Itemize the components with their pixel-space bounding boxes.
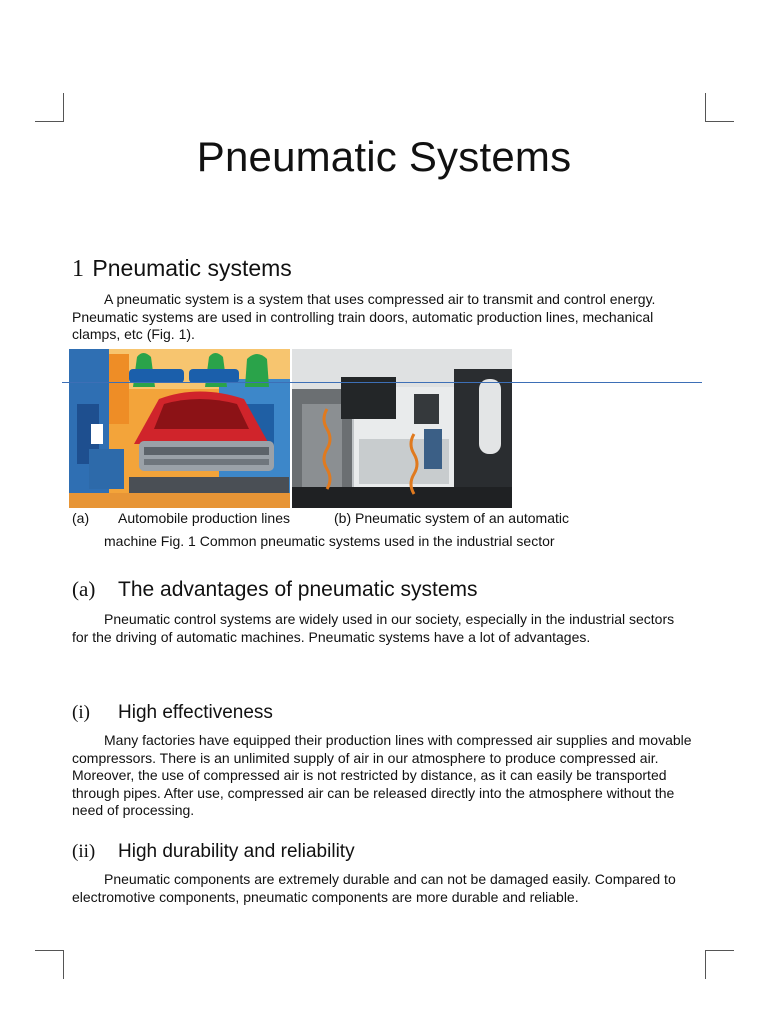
crop-mark-bottom-right	[705, 950, 734, 979]
section-1-paragraph: A pneumatic system is a system that uses compressed air to transmit and control energy. Pneumatic systems are used in controlling train doors, automatic production lines, mechanical clamps, etc (Fig. 1).	[72, 291, 656, 342]
section-ii-paragraph: Pneumatic components are extremely durable and can not be damaged easily. Compared to electromotive components, pneumatic components are more durable and reliable.	[72, 871, 676, 905]
figure-1-images	[69, 349, 512, 508]
section-i-number: (i)	[72, 702, 90, 723]
section-i-title: High effectiveness	[118, 702, 273, 723]
automobile-production-line-image	[69, 349, 290, 508]
figure-caption-line-2: machine Fig. 1 Common pneumatic systems used in the industrial sector	[104, 533, 555, 549]
section-a-heading	[72, 577, 478, 602]
crop-mark-top-left	[35, 93, 64, 122]
section-a-number: (a)	[72, 577, 96, 601]
section-ii-number: (ii)	[72, 841, 96, 862]
caption-a-text: Automobile production lines	[118, 510, 290, 526]
crop-mark-bottom-left	[35, 950, 64, 979]
section-ii-title: High durability and reliability	[118, 841, 355, 862]
section-1-title: Pneumatic systems	[92, 255, 292, 281]
section-a-title: The advantages of pneumatic systems	[118, 578, 478, 601]
section-ii-heading	[72, 841, 355, 863]
figure-caption-line-1	[72, 510, 569, 526]
section-a-paragraph: Pneumatic control systems are widely used in our society, especially in the industrial sectors for the driving of automatic machines. Pneumatic systems have a lot of advantages.	[72, 611, 675, 645]
section-i-paragraph: Many factories have equipped their production lines with compressed air supplies and movable compressors. There is an unlimited supply of air in our atmosphere to produce compressed air. Moreover, the use of compressed air is not restricted by distance, as it can easily be transported through pipes. After use, compressed air can be released directly into the atmosphere without the need of processing.	[72, 732, 692, 818]
caption-a-marker: (a)	[72, 510, 90, 526]
section-1-number: 1	[72, 256, 84, 282]
figure-1	[69, 349, 512, 508]
horizontal-rule	[62, 382, 702, 383]
section-i-heading	[72, 702, 273, 724]
caption-b-text: (b) Pneumatic system of an automatic	[334, 510, 569, 526]
section-1-heading	[72, 255, 292, 283]
automatic-machine-image	[292, 349, 512, 508]
document-title: Pneumatic Systems	[196, 133, 572, 180]
crop-mark-top-right	[705, 93, 734, 122]
